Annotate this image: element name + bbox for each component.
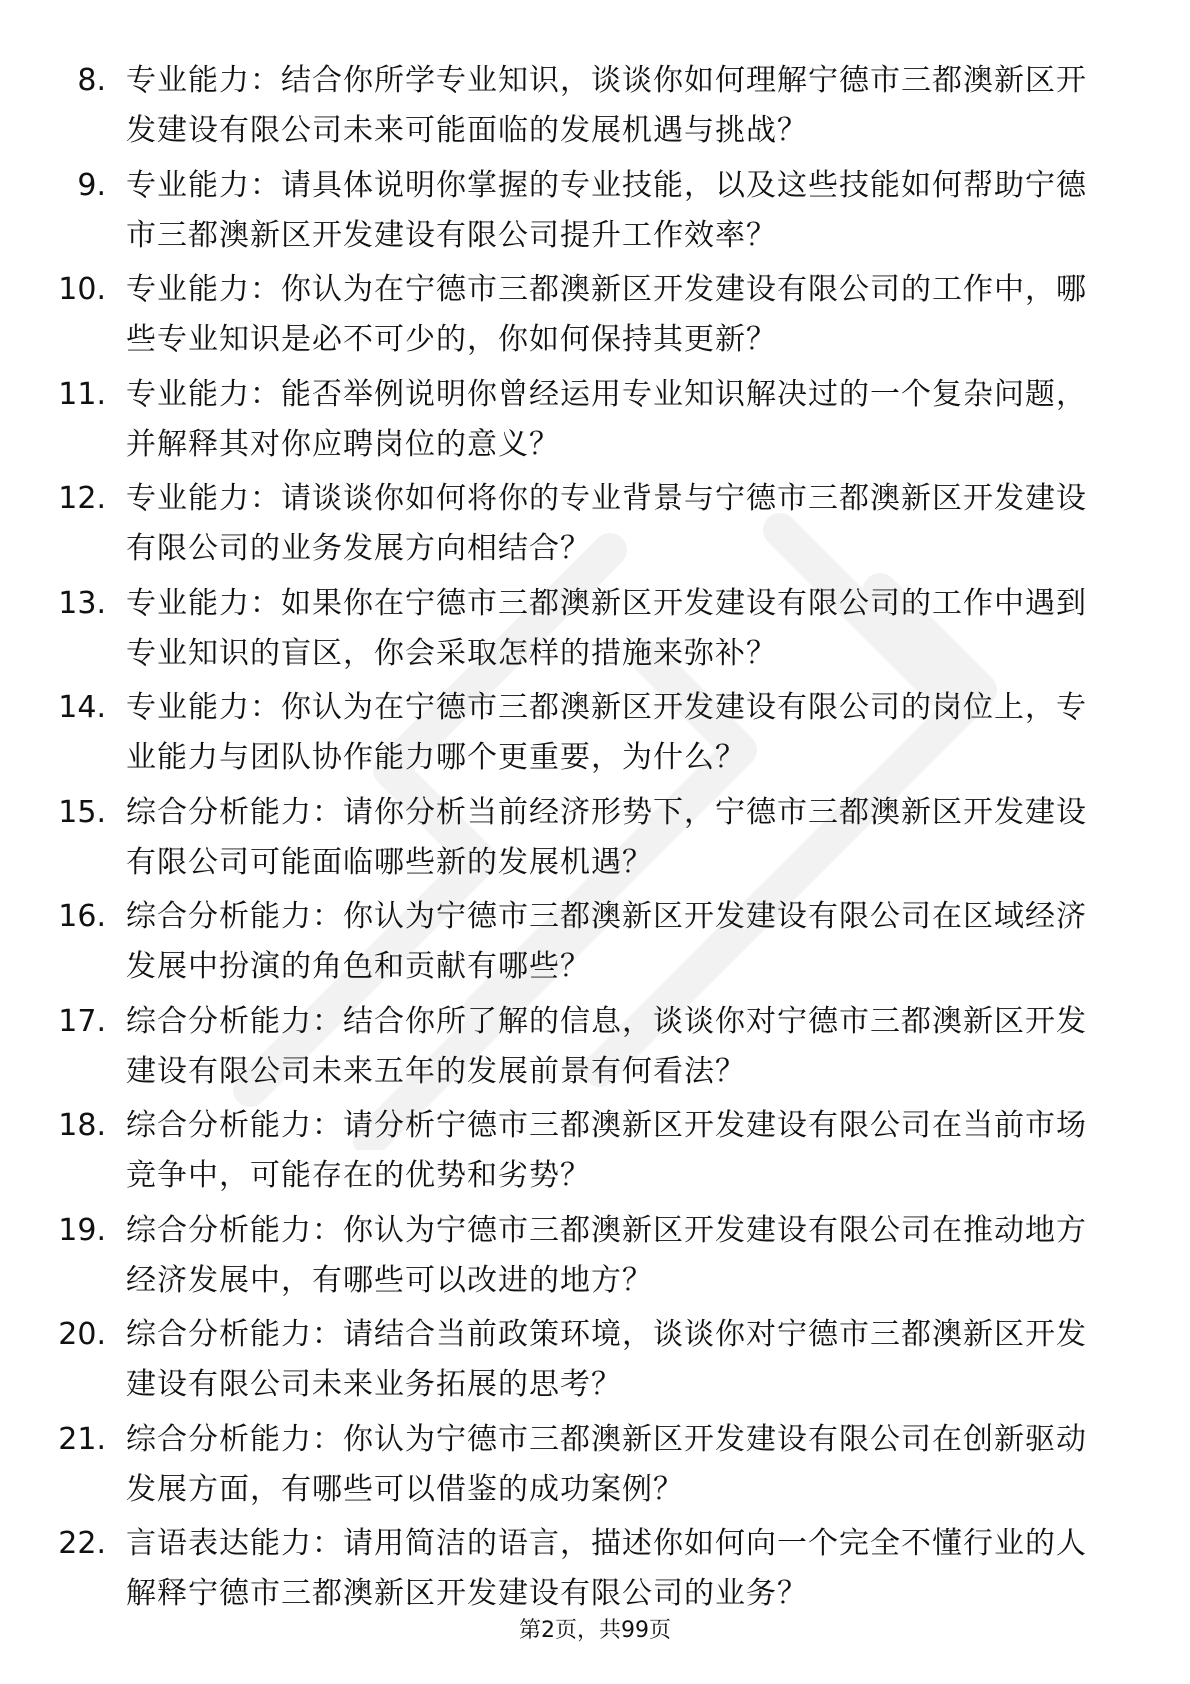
list-item bbox=[0, 1093, 1190, 1198]
question-number: 10. bbox=[58, 272, 106, 307]
question-text: 专业能力：请谈谈你如何将你的专业背景与宁德市三都澳新区开发建设有限公司的业务发展方向相结合？ bbox=[126, 481, 1087, 566]
list-item bbox=[0, 257, 1190, 362]
question-number: 22. bbox=[58, 1526, 106, 1561]
list-item bbox=[0, 675, 1190, 780]
list-item bbox=[0, 989, 1190, 1094]
question-text: 专业能力：能否举例说明你曾经运用专业知识解决过的一个复杂问题，并解释其对你应聘岗位的意义？ bbox=[126, 376, 1087, 462]
list-item bbox=[0, 153, 1190, 258]
list-item bbox=[0, 780, 1190, 885]
list-item bbox=[0, 571, 1190, 676]
question-number: 17. bbox=[58, 1003, 106, 1039]
question-text: 综合分析能力：你认为宁德市三都澳新区开发建设有限公司在创新驱动发展方面，有哪些可以借鉴的成功案例？ bbox=[126, 1421, 1087, 1507]
question-number: 13. bbox=[58, 585, 106, 621]
list-item bbox=[0, 1302, 1190, 1407]
question-text: 综合分析能力：请你分析当前经济形势下，宁德市三都澳新区开发建设有限公司可能面临哪些新的发展机遇？ bbox=[126, 794, 1087, 880]
question-text: 综合分析能力：请结合当前政策环境，谈谈你对宁德市三都澳新区开发建设有限公司未来业务拓展的思考？ bbox=[126, 1317, 1087, 1402]
question-number: 21. bbox=[58, 1421, 106, 1457]
question-number: 14. bbox=[58, 690, 106, 725]
question-text: 综合分析能力：你认为宁德市三都澳新区开发建设有限公司在区域经济发展中扮演的角色和贡献有哪些？ bbox=[126, 899, 1087, 984]
question-list bbox=[0, 48, 1190, 1616]
question-text: 专业能力：如果你在宁德市三都澳新区开发建设有限公司的工作中遇到专业知识的盲区，你会采取怎样的措施来弥补？ bbox=[126, 585, 1087, 671]
list-item bbox=[0, 1511, 1190, 1616]
list-item bbox=[0, 362, 1190, 467]
question-number: 15. bbox=[58, 794, 106, 830]
question-number: 19. bbox=[58, 1212, 106, 1248]
list-item bbox=[0, 1407, 1190, 1512]
question-number: 12. bbox=[58, 481, 106, 516]
question-text: 专业能力：结合你所学专业知识，谈谈你如何理解宁德市三都澳新区开发建设有限公司未来可能面临的发展机遇与挑战？ bbox=[126, 63, 1087, 148]
question-text: 专业能力：请具体说明你掌握的专业技能，以及这些技能如何帮助宁德市三都澳新区开发建设有限公司提升工作效率？ bbox=[126, 167, 1087, 253]
question-number: 8. bbox=[77, 63, 106, 98]
question-text: 专业能力：你认为在宁德市三都澳新区开发建设有限公司的工作中，哪些专业知识是必不可少的，你如何保持其更新？ bbox=[126, 272, 1087, 357]
list-item bbox=[0, 1198, 1190, 1303]
list-item bbox=[0, 466, 1190, 571]
list-item bbox=[0, 884, 1190, 989]
question-text: 言语表达能力：请用简洁的语言，描述你如何向一个完全不懂行业的人解释宁德市三都澳新区开发建设有限公司的业务？ bbox=[126, 1526, 1087, 1611]
question-number: 16. bbox=[58, 899, 106, 934]
page-footer: 第2页，共99页 bbox=[519, 1618, 671, 1643]
question-number: 9. bbox=[77, 167, 106, 203]
question-number: 20. bbox=[58, 1317, 106, 1352]
question-text: 综合分析能力：你认为宁德市三都澳新区开发建设有限公司在推动地方经济发展中，有哪些可以改进的地方？ bbox=[126, 1212, 1087, 1298]
question-number: 18. bbox=[58, 1108, 106, 1143]
question-text: 综合分析能力：请分析宁德市三都澳新区开发建设有限公司在当前市场竞争中，可能存在的优势和劣势？ bbox=[126, 1108, 1087, 1193]
question-text: 综合分析能力：结合你所了解的信息，谈谈你对宁德市三都澳新区开发建设有限公司未来五年的发展前景有何看法？ bbox=[126, 1003, 1087, 1089]
question-text: 专业能力：你认为在宁德市三都澳新区开发建设有限公司的岗位上，专业能力与团队协作能力哪个更重要，为什么？ bbox=[126, 690, 1087, 775]
list-item bbox=[0, 48, 1190, 153]
question-number: 11. bbox=[58, 376, 106, 412]
